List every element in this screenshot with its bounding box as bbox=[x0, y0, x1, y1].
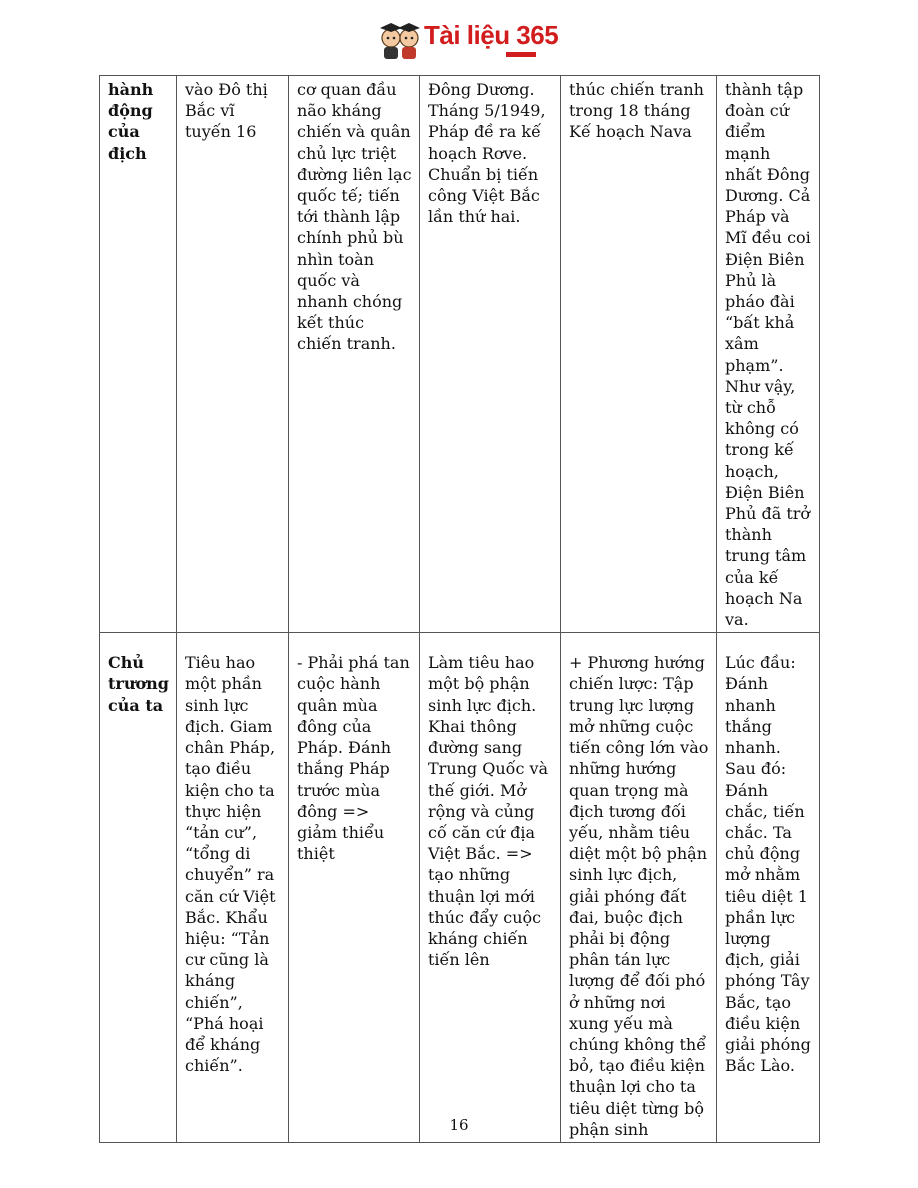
table-cell: cơ quan đầu não kháng chiến và quân chủ lực triệt đường liên lạc quốc tế; tiến tới thành lập chính phủ bù nhìn toàn quốc và nhanh chóng kết thúc chiến tranh. bbox=[289, 76, 420, 633]
table-cell: + Phương hướng chiến lược: Tập trung lực lượng mở những cuộc tiến công lớn vào những hướng quan trọng mà địch tương đối yếu, nhằm tiêu diệt một bộ phận sinh lực địch, giải phóng đất đai, buộc địch phải bị động phân tán lực lượng để đối phó ở những nơi xung yếu mà chúng không thể bỏ, tạo điều kiện thuận lợi cho ta tiêu diệt từng bộ phận sinh bbox=[561, 633, 717, 1143]
row-header-enemy-actions: hành động của địch bbox=[100, 76, 177, 633]
table-cell: - Phải phá tan cuộc hành quân mùa đông của Pháp. Đánh thắng Pháp trước mùa đông => giảm thiểu thiệt bbox=[289, 633, 420, 1143]
table-cell: vào Đô thị Bắc vĩ tuyến 16 bbox=[177, 76, 289, 633]
logo-underline bbox=[506, 52, 536, 57]
site-logo bbox=[378, 14, 559, 64]
table-cell: thành tập đoàn cứ điểm mạnh nhất Đông Dương. Cả Pháp và Mĩ đều coi Điện Biên Phủ là pháo đài “bất khả xâm phạm”. Như vậy, từ chỗ không có trong kế hoạch, Điện Biên Phủ đã trở thành trung tâm của kế hoạch Na va. bbox=[717, 76, 820, 633]
graduate-students-icon bbox=[378, 16, 422, 60]
table-cell: Lúc đầu: Đánh nhanh thắng nhanh. Sau đó: Đánh chắc, tiến chắc. Ta chủ động mở nhằm tiêu diệt 1 phần lực lượng địch, giải phóng Tây Bắc, tạo điều kiện giải phóng Bắc Lào. bbox=[717, 633, 820, 1143]
table-cell: Đông Dương. Tháng 5/1949, Pháp đề ra kế hoạch Rơve. Chuẩn bị tiến công Việt Bắc lần thứ hai. bbox=[420, 76, 561, 633]
table-cell: Làm tiêu hao một bộ phận sinh lực địch. Khai thông đường sang Trung Quốc và thế giới. Mở rộng và củng cố căn cứ địa Việt Bắc. => tạo những thuận lợi mới thúc đẩy cuộc kháng chiến tiến lên bbox=[420, 633, 561, 1143]
table-row-our-policy bbox=[100, 633, 820, 1143]
table-cell: thúc chiến tranh trong 18 tháng Kế hoạch Nava bbox=[561, 76, 717, 633]
row-header-our-policy: Chủ trương của ta bbox=[100, 633, 177, 1143]
table-row-enemy-actions bbox=[100, 76, 820, 633]
logo-text: Tài liệu 365 bbox=[424, 20, 559, 50]
comparison-table bbox=[99, 75, 820, 1143]
page-number: 16 bbox=[449, 1116, 469, 1134]
table-cell: Tiêu hao một phần sinh lực địch. Giam chân Pháp, tạo điều kiện cho ta thực hiện “tản cư”, “tổng di chuyển” ra căn cứ Việt Bắc. Khẩu hiệu: “Tản cư cũng là kháng chiến”, “Phá hoại để kháng chiến”. bbox=[177, 633, 289, 1143]
